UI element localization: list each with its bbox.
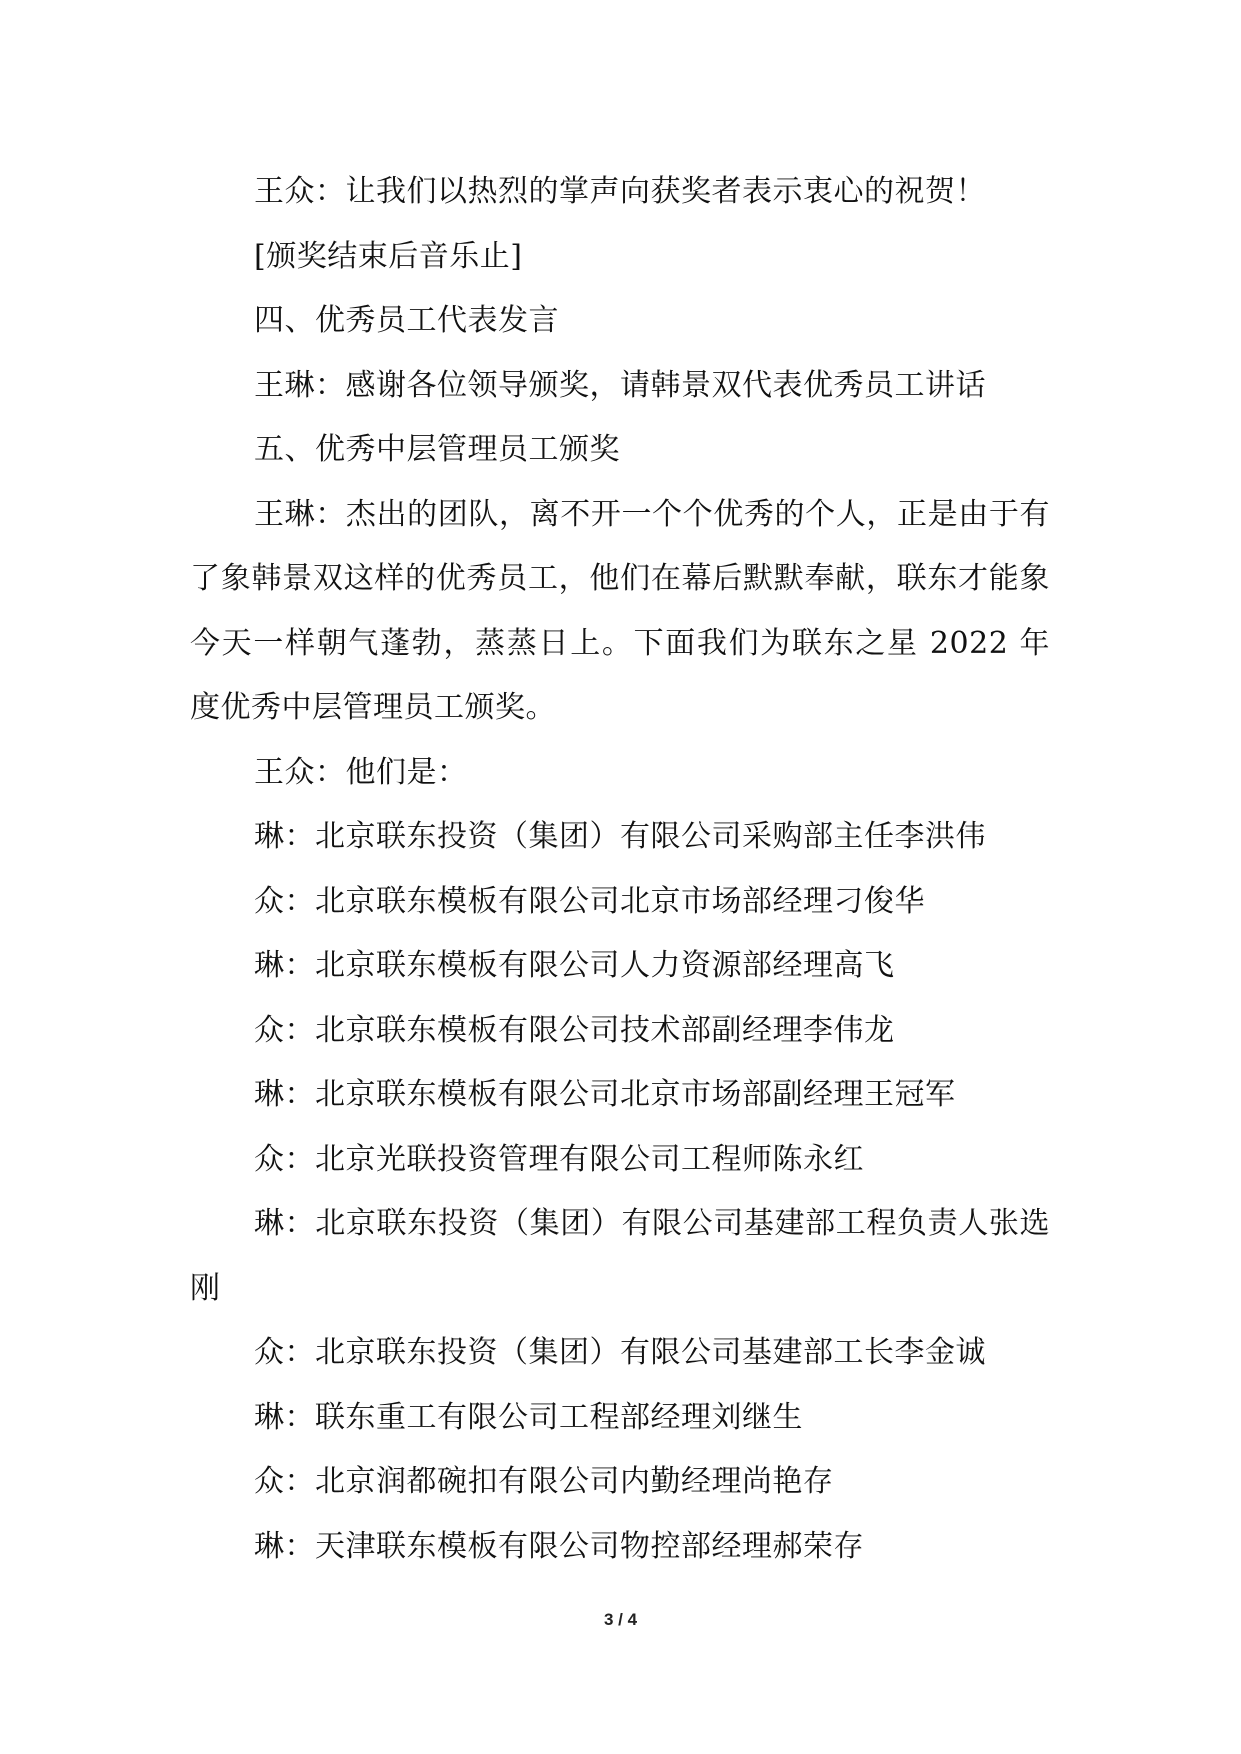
awardee-line: 琳：北京联东投资（集团）有限公司基建部工程负责人张选刚 [190, 1206, 1050, 1306]
document-body [190, 160, 1050, 1579]
awardee-line: 琳：北京联东投资（集团）有限公司采购部主任李洪伟 [254, 819, 986, 854]
awardee-line: 众：北京联东模板有限公司北京市场部经理刁俊华 [254, 883, 925, 919]
awardee-line: 众：北京联东模板有限公司技术部副经理李伟龙 [254, 1012, 895, 1048]
paragraph-award-introduction: 王琳：杰出的团队，离不开一个个优秀的个人，正是由于有了象韩景双这样的优秀员工，他们在幕后默默奉献，联东才能象今天一样朝气蓬勃，蒸蒸日上。下面我们为联东之星 2022 年度优秀中层管理员工颁奖。 [190, 496, 1050, 725]
awardee-line: 琳：联东重工有限公司工程部经理刘继生 [254, 1399, 803, 1435]
section-heading-middle-management-award: 五、优秀中层管理员工颁奖 [254, 432, 620, 467]
paragraph-stage-direction: [颁奖结束后音乐止] [254, 238, 523, 274]
awardee-line: 众：北京润都碗扣有限公司内勤经理尚艳存 [254, 1464, 834, 1499]
paragraph-thanks-leaders: 王琳：感谢各位领导颁奖，请韩景双代表优秀员工讲话 [254, 367, 986, 403]
paragraph-congratulations: 王众：让我们以热烈的掌声向获奖者表示衷心的祝贺！ [254, 174, 986, 209]
awardee-line: 众：北京光联投资管理有限公司工程师陈永红 [254, 1141, 864, 1177]
section-heading-employee-speech: 四、优秀员工代表发言 [254, 303, 559, 338]
awardee-line: 琳：天津联东模板有限公司物控部经理郝荣存 [254, 1528, 864, 1564]
awardee-line: 琳：北京联东模板有限公司北京市场部副经理王冠军 [254, 1077, 956, 1112]
paragraph-they-are: 王众：他们是： [254, 754, 468, 790]
awardee-line: 众：北京联东投资（集团）有限公司基建部工长李金诚 [254, 1335, 986, 1370]
awardee-line: 琳：北京联东模板有限公司人力资源部经理高飞 [254, 948, 895, 983]
page-number: 3 / 4 [603, 1610, 638, 1629]
